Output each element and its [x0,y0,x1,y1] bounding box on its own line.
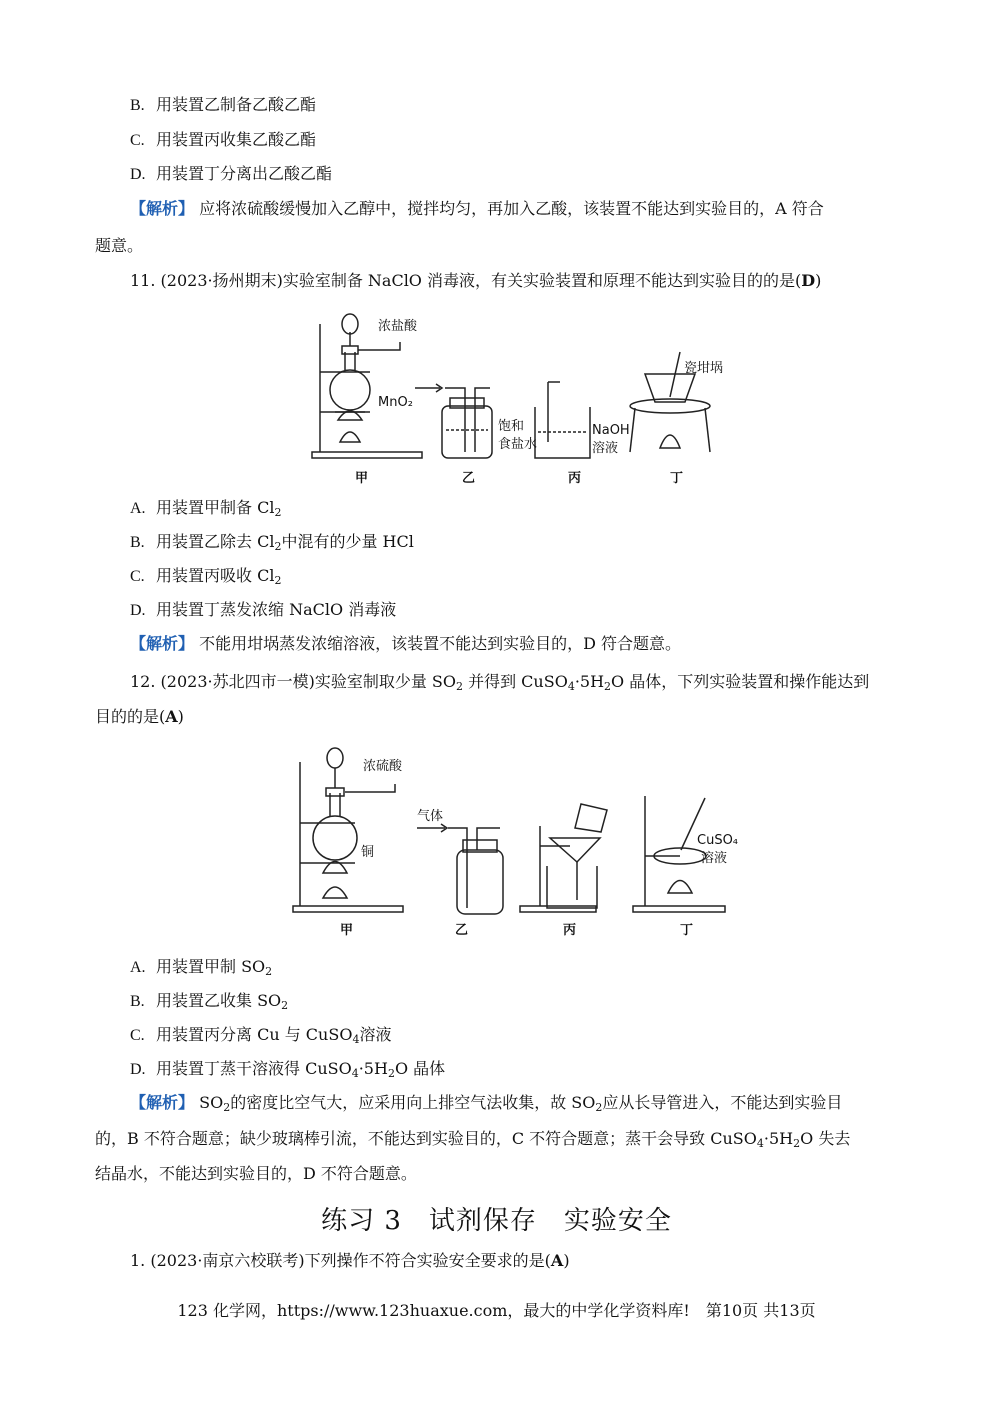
base-jia [312,452,422,458]
label-conc-hcl: 浓盐酸 [378,319,418,334]
label-saturated: 饱和 [498,419,525,434]
q10-option-c: C. 用装置丙收集乙酸乙酯 [130,130,317,149]
q1-answer: A [550,1251,564,1270]
label-copper: 铜 [361,845,375,860]
q12-option-c: C. 用装置丙分离 Cu 与 CuSO$_4$溶液 [130,1025,392,1046]
label-solution: 溶液 [592,441,619,456]
label-gas: 气体 [417,809,444,824]
q12-stem: 12. (2023·苏北四市一模)实验室制取少量 $SO_2$ 并得到 $CuSO_4\cdot 5H_2O$ 晶体，下列实验装置和操作能达到 [130,672,870,693]
q1-stem: 1. (2023·南京六校联考)下列操作不符合实验安全要求的是(A) [130,1251,570,1270]
q12-option-a: A. 用装置甲制 $SO_2$ [130,957,273,978]
q10-option-d: D. 用装置丁分离出乙酸乙酯 [130,164,333,183]
q12-analysis: 【解析】 $SO_2$的密度比空气大，应采用向上排空气法收集，故 $SO_2$应从长导管进入，不能达到实验目 [130,1093,843,1114]
q12-analysis-line3: 结晶水，不能达到实验目的，D 不符合题意。 [95,1164,417,1183]
q12-answer: A [165,707,178,726]
q11-answer: D [801,271,816,290]
label-solution-2: 溶液 [701,851,728,866]
label-crucible: 瓷坩埚 [684,361,724,376]
q12-stem-cont: 目的的是(A) [95,707,184,726]
analysis-tag: 【解析】 [130,199,195,218]
q10-analysis-cont: 题意。 [95,236,144,255]
label-cuso4: CuSO₄ [697,833,739,848]
label-conc-h2so4: 浓硫酸 [363,759,403,774]
label-brine: 食盐水 [498,437,538,452]
q12-option-b: B. 用装置乙收集 $SO_2$ [130,991,289,1012]
caption-bing: 丙 [563,923,577,938]
q10-option-b: B. 用装置乙制备乙酸乙酯 [130,95,317,114]
q11-stem: 11. (2023·扬州期末)实验室制备 NaClO 消毒液，有关实验装置和原理不能达到实验目的的是(D) [130,271,822,290]
caption-yi: 乙 [455,923,469,938]
analysis-tag: 【解析】 [130,634,195,653]
q11-option-d: D. 用装置丁蒸发浓缩 NaClO 消毒液 [130,600,397,619]
section-title: 练习 3 试剂保存 实验安全 [321,1206,672,1236]
label-naoh: NaOH [592,423,630,438]
page-footer: 123 化学网，https://www.123huaxue.com，最大的中学化学资料库! 第10页 共13页 [177,1301,816,1320]
label-mno2: MnO₂ [378,395,413,410]
q12-option-d: D. 用装置丁蒸干溶液得 $CuSO_4\cdot 5H_2O$ 晶体 [130,1059,446,1080]
caption-yi: 乙 [462,471,476,486]
q12-analysis-line2: 的，B 不符合题意；缺少玻璃棒引流，不能达到实验目的，C 不符合题意；蒸干会导致 $CuSO_4\cdot 5H_2O$ 失去 [95,1129,851,1150]
caption-ding: 丁 [680,923,694,938]
caption-jia: 甲 [340,923,354,938]
q11-analysis: 【解析】 不能用坩埚蒸发浓缩溶液，该装置不能达到实验目的，D 符合题意。 [130,634,682,653]
q12-apparatus-figure [285,738,745,943]
q11-option-c: C. 用装置丙吸收 $Cl_2$ [130,566,282,587]
q11-apparatus-figure [300,302,740,492]
caption-bing: 丙 [568,471,582,486]
q10-analysis: 【解析】 应将浓硫酸缓慢加入乙醇中，搅拌均匀，再加入乙酸，该装置不能达到实验目的，A 符合 [130,199,824,218]
q11-option-a: A. 用装置甲制备 $Cl_2$ [130,498,282,519]
q11-option-b: B. 用装置乙除去 $Cl_2$中混有的少量 HCl [130,532,414,553]
analysis-tag: 【解析】 [130,1093,195,1112]
caption-ding: 丁 [670,471,684,486]
caption-jia: 甲 [355,471,369,486]
